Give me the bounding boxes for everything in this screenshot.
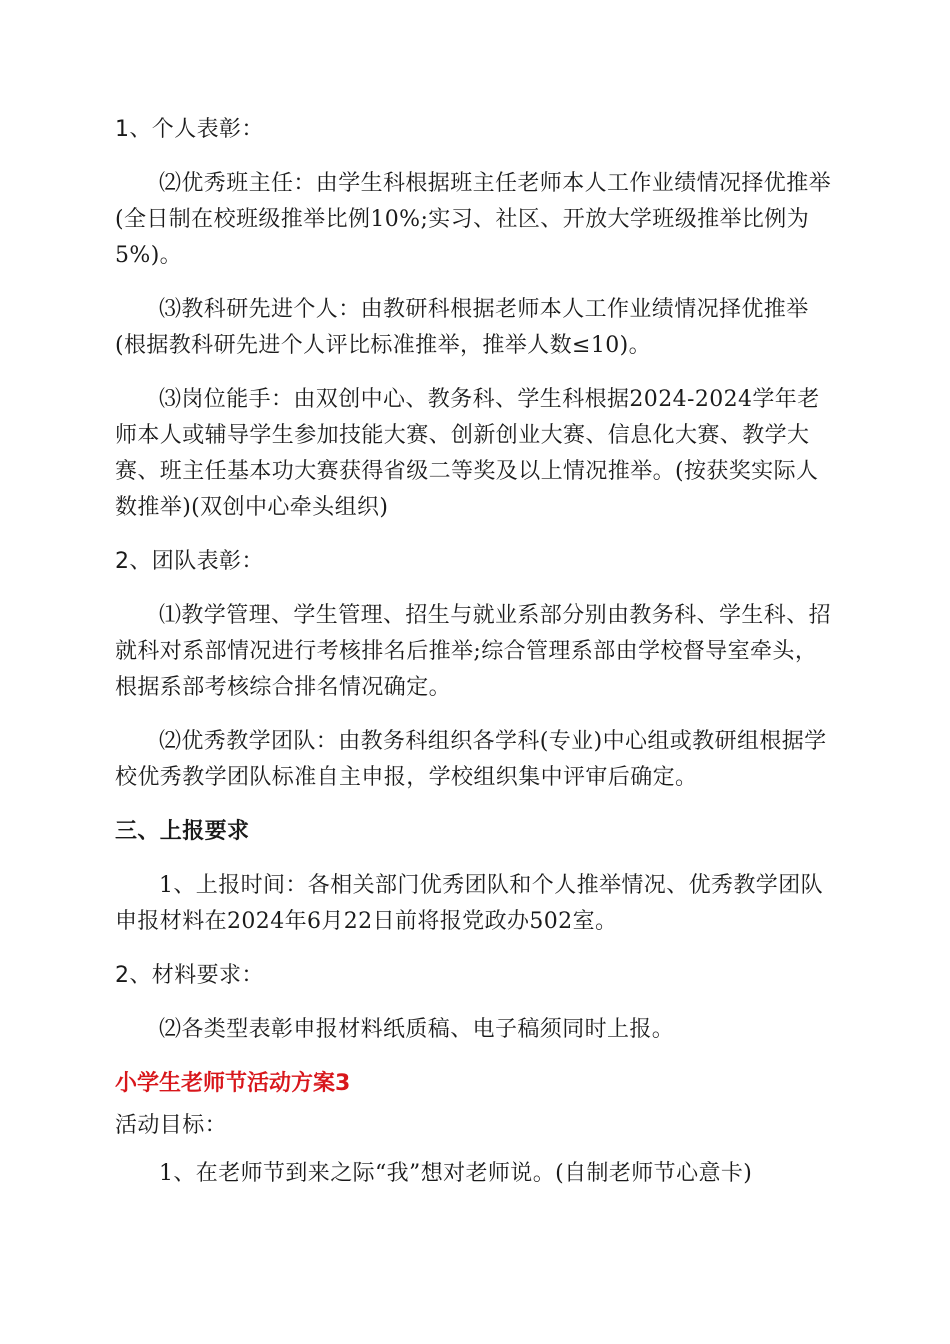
paragraph-department-ranking: ⑴教学管理、学生管理、招生与就业系部分别由教务科、学生科、招就科对系部情况进行考核排名后推举;综合管理系部由学校督导室牵头，根据系部考核综合排名情况确定。 — [115, 603, 832, 700]
paragraph-post-expert: ⑶岗位能手：由双创中心、教务科、学生科根据2024-2024学年老师本人或辅导学生参加技能大赛、创新创业大赛、信息化大赛、教学大赛、班主任基本功大赛获得省级二等奖及以上情况推举。(按获奖实际人数推举)(双创中心牵头组织) — [115, 387, 820, 520]
section-material-requirements: 2、材料要求： — [115, 963, 264, 988]
paragraph-excellent-class-teacher: ⑵优秀班主任：由学生科根据班主任老师本人工作业绩情况择优推举(全日制在校班级推举比例10%;实习、社区、开放大学班级推举比例为5%)。 — [115, 171, 832, 268]
section-reporting-requirements: 三、上报要求 — [115, 819, 250, 844]
section-personal-awards: 1、个人表彰： — [115, 117, 264, 142]
paragraph-reporting-time: 1、上报时间：各相关部门优秀团队和个人推举情况、优秀教学团队申报材料在2024年6月22日前将报党政办502室。 — [115, 873, 823, 934]
activity-goals-label: 活动目标： — [115, 1113, 228, 1138]
paragraph-activity-goal-1: 1、在老师节到来之际“我”想对老师说。(自制老师节心意卡) — [159, 1161, 753, 1186]
paragraph-material-submission: ⑵各类型表彰申报材料纸质稿、电子稿须同时上报。 — [159, 1017, 675, 1042]
paragraph-research-individual: ⑶教科研先进个人：由教研科根据老师本人工作业绩情况择优推举(根据教科研先进个人评比标准推举，推举人数≤10)。 — [115, 297, 809, 358]
section-team-awards: 2、团队表彰： — [115, 549, 264, 574]
document-page — [115, 112, 835, 1210]
activity-plan-heading: 小学生老师节活动方案3 — [115, 1071, 351, 1096]
paragraph-excellent-teaching-team: ⑵优秀教学团队：由教务科组织各学科(专业)中心组或教研组根据学校优秀教学团队标准自主申报，学校组织集中评审后确定。 — [115, 729, 827, 790]
